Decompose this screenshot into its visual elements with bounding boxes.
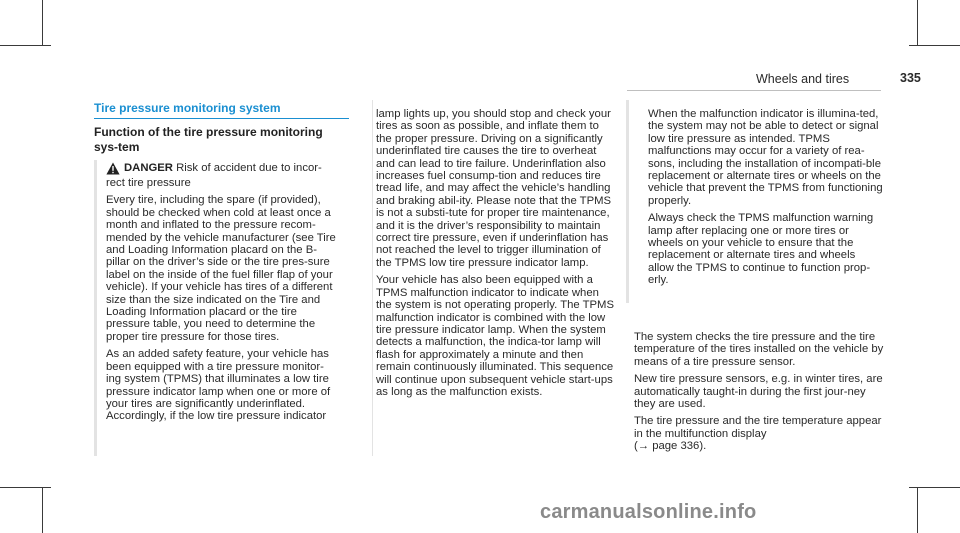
notice-rail <box>94 160 97 456</box>
paragraph: The system checks the tire pressure and the tire temperature of the tires installed on the vehicle by means of a tire pressure sensor. <box>634 331 884 368</box>
paragraph: Your vehicle has also been equipped with a TPMS malfunction indicator to indicate when the system is not operating properly. The TPMS malfunction indicator is combined with the low tire pressure indicator lamp. When the system detects a malfunction, the indica-tor lamp will flash for approximately a minute and then remain continuously illuminated. This sequence will continue upon subsequent vehicle start-ups as long as the malfunction exists. <box>376 274 614 398</box>
crop-mark <box>909 45 960 46</box>
danger-notice <box>94 160 349 456</box>
column-2 <box>376 108 616 403</box>
paragraph: When the malfunction indicator is illumina-ted, the system may not be able to detect or signal low tire pressure as intended. TPMS malfunctions may occur for a variety of rea-sons, including the installation of incompati-ble replacement or alternate tires or wheels on the vehicle that prevent the TPMS from functioning properly. <box>648 108 883 207</box>
danger-text: Risk of accident due to incor- <box>176 162 322 174</box>
paragraph: Always check the TPMS malfunction warning lamp after replacing one or more tires or wheels on your vehicle to ensure that the replacement or alternate tires and wheels allow the TPMS to continue to function prop-erly. <box>648 212 874 287</box>
column-rail <box>626 100 629 303</box>
running-header: Wheels and tires <box>756 72 850 86</box>
crop-mark <box>0 487 51 488</box>
crop-mark <box>42 0 43 46</box>
warning-triangle-icon <box>106 162 120 175</box>
danger-heading <box>124 162 349 174</box>
crop-mark <box>42 487 43 533</box>
section-title: Tire pressure monitoring system <box>94 101 281 115</box>
page-reference: (→ page 336). <box>634 440 707 453</box>
watermark: carmanualsonline.info <box>540 501 757 523</box>
page-number: 335 <box>900 71 921 85</box>
column-3-notice <box>648 108 884 292</box>
crop-mark <box>917 0 918 46</box>
crop-mark <box>917 487 918 533</box>
danger-label: DANGER <box>124 162 173 174</box>
crop-mark <box>909 487 960 488</box>
crop-mark <box>0 45 51 46</box>
subheading: Function of the tire pressure monitoring sys-tem <box>94 125 323 154</box>
header-divider <box>627 90 881 91</box>
paragraph: lamp lights up, you should stop and check your tires as soon as possible, and inflate them to the proper pressure. Driving on a significantly underinflated tire causes the tire to overheat and can lead to tire failure. Underinflation also increases fuel consump-tion and reduces tire tread life, and may affect the vehicle’s handling and braking abil-ity. Please note that the TPMS is not a substi-tute for proper tire maintenance, and it is the driver’s responsibility to maintain correct tire pressure, even if underinflation has not reached the level to trigger illumination of the TPMS low tire pressure indicator lamp. <box>376 108 612 269</box>
paragraph: The tire pressure and the tire temperature appear in the multifunction display <box>634 415 882 440</box>
column-3-body <box>634 331 886 458</box>
danger-body <box>106 177 336 423</box>
paragraph: As an added safety feature, your vehicle has been equipped with a tire pressure monitor-ing system (TPMS) that illuminates a low tire pressure indicator lamp when one or more of your tires are significantly underinflated. Accordingly, if the low tire pressure indicator <box>106 348 331 423</box>
paragraph: New tire pressure sensors, e.g. in winter tires, are automatically taught-in during the first jour-ney they are used. <box>634 373 883 411</box>
paragraph: Every tire, including the spare (if provided), should be checked when cold at least once a month and inflated to the pressure recom-mended by the vehicle manufacturer (see Tire and Loading Information placard on the B-pillar on the driver’s side or the tire pres-sure label on the inside of the fuel filler flap of your vehicle). If your vehicle has tires of a different size than the size indicated on the Tire and Loading Information placard or the tire pressure table, you need to determine the proper tire pressure for those tires. <box>106 194 336 343</box>
danger-text-cont: rect tire pressure <box>106 177 191 189</box>
section-rule <box>94 118 349 119</box>
column-rail <box>372 100 373 456</box>
